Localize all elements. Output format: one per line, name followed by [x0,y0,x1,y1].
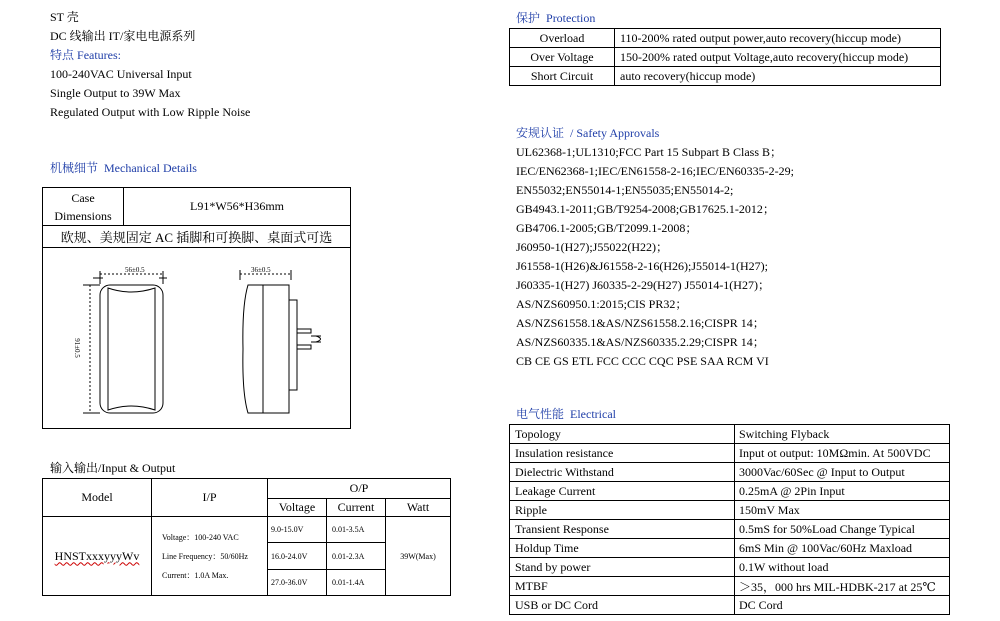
electrical-name: Dielectric Withstand [510,463,735,482]
electrical-value: DC Cord [735,596,950,615]
protection-table [509,28,941,86]
io-ip-current: Current：1.0A Max. [162,570,229,580]
electrical-value: 6mS Min @ 100Vac/60Hz Maxload [735,539,950,558]
io-row-current: 0.01-2.3A [327,543,386,570]
safety-line: CB CE GS ETL FCC CCC CQC PSE SAA RCM VI [516,354,769,368]
electrical-value: 150mV Max [735,501,950,520]
io-col-model: Model [43,479,152,517]
mechanical-drawing [43,248,350,429]
electrical-value: 0.25mA @ 2Pin Input [735,482,950,501]
protection-heading-cn: 保护 [516,11,541,25]
io-col-watt: Watt [386,499,451,517]
electrical-name: Ripple [510,501,735,520]
series-title: ST 壳 [50,10,79,24]
features-heading-cn: 特点 [50,48,75,62]
side-view [240,270,321,413]
io-model-cell [43,517,152,596]
safety-heading-en: / Safety Approvals [570,126,660,140]
electrical-name: MTBF [510,577,735,596]
series-subtitle: DC 线输出 IT/家电电源系列 [50,29,196,43]
dim-height-label: 91±0.5 [72,338,81,358]
protection-heading-en: Protection [546,11,596,25]
safety-approvals-list [516,143,794,371]
protection-name: Overload [510,29,615,48]
io-row-voltage: 16.0-24.0V [268,543,327,570]
io-ip-cell [152,517,268,596]
case-dimensions-label [43,188,124,226]
protection-value: auto recovery(hiccup mode) [615,67,941,86]
electrical-heading-cn: 电气性能 [516,407,565,421]
io-ip-frequency: Line Frequency：50/60Hz [162,551,248,561]
electrical-name: USB or DC Cord [510,596,735,615]
protection-name: Over Voltage [510,48,615,67]
safety-line: GB4943.1-2011;GB/T9254-2008;GB17625.1-2012； [516,202,775,216]
electrical-value: 3000Vac/60Sec @ Input to Output [735,463,950,482]
feature-item: 100-240VAC Universal Input [50,67,192,81]
mechanical-heading-cn: 机械细节 [50,161,99,175]
safety-heading [516,124,659,143]
electrical-name: Transient Response [510,520,735,539]
electrical-heading [516,405,616,424]
io-row-voltage: 27.0-36.0V [268,570,327,596]
io-model: HNSTxxxyyyWv [54,548,140,563]
feature-item: Regulated Output with Low Ripple Noise [50,105,251,119]
safety-line: AS/NZS61558.1&AS/NZS61558.2.16;CISPR 14； [516,316,765,330]
electrical-name: Holdup Time [510,539,735,558]
safety-line: J60950-1(H27);J55022(H22)； [516,240,668,254]
electrical-value: 0.1W without load [735,558,950,577]
safety-line: AS/NZS60950.1:2015;CIS PR32； [516,297,688,311]
dim-width-label: 56±0.5 [125,266,145,274]
safety-line: EN55032;EN55014-1;EN55035;EN55014-2; [516,183,734,197]
feature-item: Single Output to 39W Max [50,86,181,100]
electrical-name: Topology [510,425,735,444]
io-col-voltage: Voltage [268,499,327,517]
features-heading-en: Features: [77,48,122,62]
io-heading: 输入输出/Input & Output [50,461,176,475]
io-row-current: 0.01-3.5A [327,517,386,543]
mechanical-heading [50,159,197,178]
safety-line: UL62368-1;UL1310;FCC Part 15 Subpart B Class B； [516,145,783,159]
electrical-value: Input ot output: 10MΩmin. At 500VDC [735,444,950,463]
safety-line: J61558-1(H26)&J61558-2-16(H26);J55014-1(H27); [516,259,768,273]
electrical-table [509,424,950,615]
safety-line: GB4706.1-2005;GB/T2099.1-2008； [516,221,698,235]
dim-depth-label: 36±0.5 [251,266,271,274]
electrical-value: ＞35，000 hrs MIL-HDBK-217 at 25℃ [735,577,950,596]
safety-line: AS/NZS60335.1&AS/NZS60335.2.29;CISPR 14； [516,335,765,349]
protection-name: Short Circuit [510,67,615,86]
mechanical-table [42,187,351,429]
protection-heading [516,9,595,28]
case-dimensions-value: L91*W56*H36mm [124,188,351,226]
electrical-value: 0.5mS for 50%Load Change Typical [735,520,950,539]
io-row-voltage: 9.0-15.0V [268,517,327,543]
electrical-name: Stand by power [510,558,735,577]
case-label: Case [71,190,95,205]
electrical-name: Insulation resistance [510,444,735,463]
safety-line: IEC/EN62368-1;IEC/EN61558-2-16;IEC/EN60335-2-29; [516,164,794,178]
electrical-name: Leakage Current [510,482,735,501]
io-table [42,478,451,596]
plug-options-note: 欧规、美规固定 AC 插脚和可换脚、桌面式可选 [43,226,351,248]
mechanical-heading-en: Mechanical Details [104,161,197,175]
io-col-current: Current [327,499,386,517]
features-heading [50,46,121,65]
electrical-value: Switching Flyback [735,425,950,444]
io-ip-voltage: Voltage：100-240 VAC [162,532,239,542]
io-col-op: O/P [268,479,451,499]
safety-line: J60335-1(H27) J60335-2-29(H27) J55014-1(H27)； [516,278,770,292]
protection-value: 150-200% rated output Voltage,auto recovery(hiccup mode) [615,48,941,67]
front-view [83,271,167,413]
safety-heading-cn: 安规认证 [516,126,565,140]
io-col-ip: I/P [152,479,268,517]
io-watt: 39W(Max) [386,517,451,596]
dimensions-label: Dimensions [54,208,112,223]
io-row-current: 0.01-1.4A [327,570,386,596]
protection-value: 110-200% rated output power,auto recovery(hiccup mode) [615,29,941,48]
mechanical-drawing-cell [43,248,351,429]
electrical-heading-en: Electrical [570,407,616,421]
